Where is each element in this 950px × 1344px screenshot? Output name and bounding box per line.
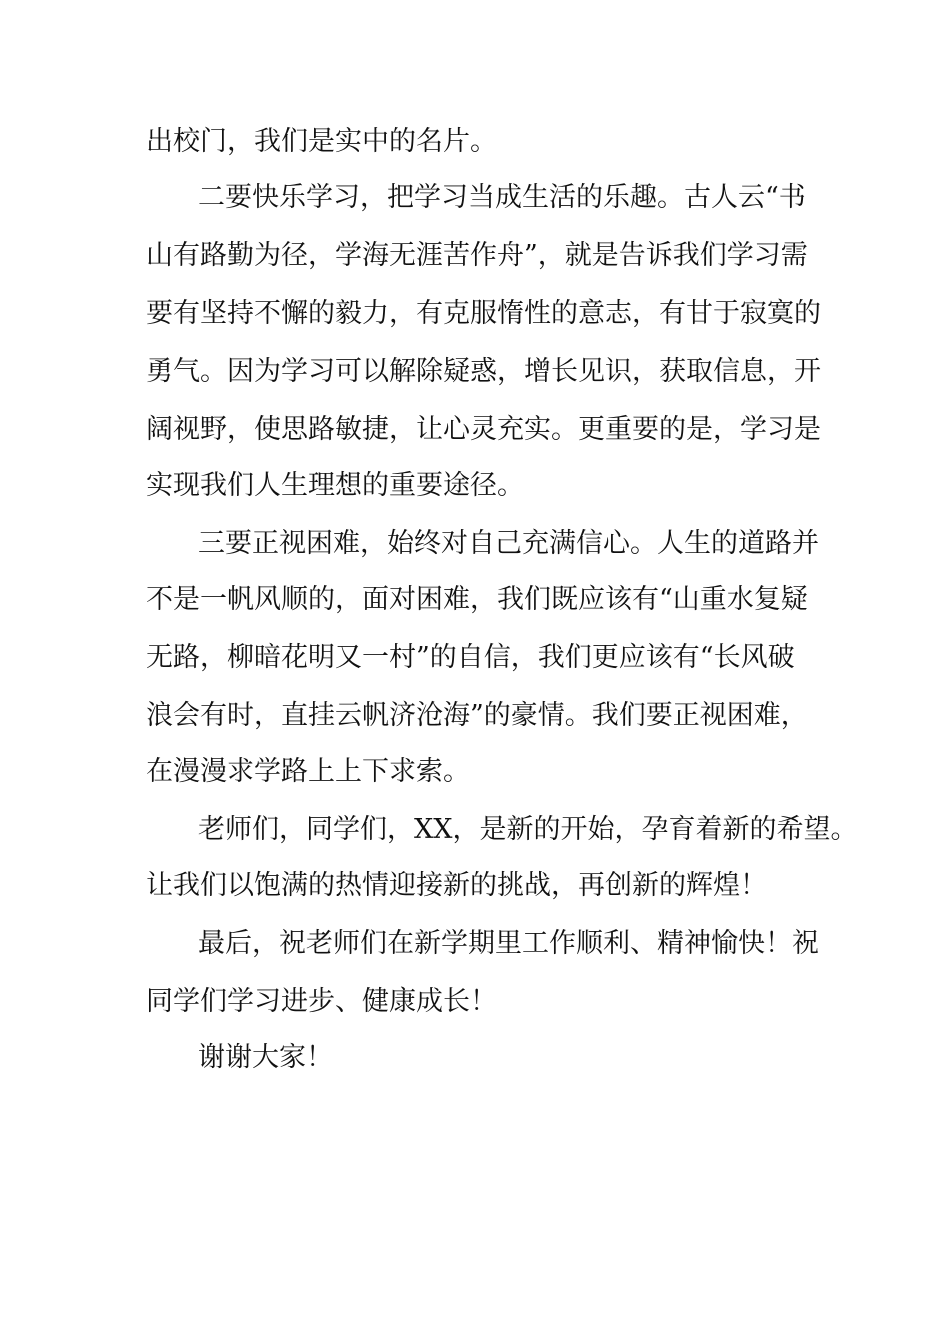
text-line: 老师们，同学们，XX，是新的开始，孕育着新的希望。 — [198, 814, 858, 845]
text-line: 勇气。因为学习可以解除疑惑，增长见识，获取信息，开 — [146, 356, 821, 387]
text-line: 在漫漫求学路上上下求索。 — [146, 756, 470, 787]
text-line: 浪会有时，直挂云帆济沧海”的豪情。我们要正视困难， — [146, 700, 808, 731]
text-line: 二要快乐学习，把学习当成生活的乐趣。古人云“书 — [198, 182, 806, 213]
text-line: 要有坚持不懈的毅力，有克服惰性的意志，有甘于寂寞的 — [146, 298, 821, 329]
text-line: 三要正视困难，始终对自己充满信心。人生的道路并 — [198, 528, 819, 559]
text-line: 让我们以饱满的热情迎接新的挑战，再创新的辉煌！ — [146, 870, 767, 901]
text-line: 无路，柳暗花明又一村”的自信，我们更应该有“长风破 — [146, 642, 795, 673]
text-line: 出校门，我们是实中的名片。 — [146, 126, 497, 157]
text-line: 不是一帆风顺的，面对困难，我们既应该有“山重水复疑 — [146, 584, 808, 615]
text-line: 最后，祝老师们在新学期里工作顺利、精神愉快！祝 — [198, 928, 819, 959]
text-line: 同学们学习进步、健康成长！ — [146, 986, 497, 1017]
text-line: 山有路勤为径，学海无涯苦作舟”，就是告诉我们学习需 — [146, 240, 808, 271]
text-line: 实现我们人生理想的重要途径。 — [146, 470, 524, 501]
text-line: 谢谢大家！ — [198, 1042, 333, 1073]
text-line: 阔视野，使思路敏捷，让心灵充实。更重要的是，学习是 — [146, 414, 821, 445]
